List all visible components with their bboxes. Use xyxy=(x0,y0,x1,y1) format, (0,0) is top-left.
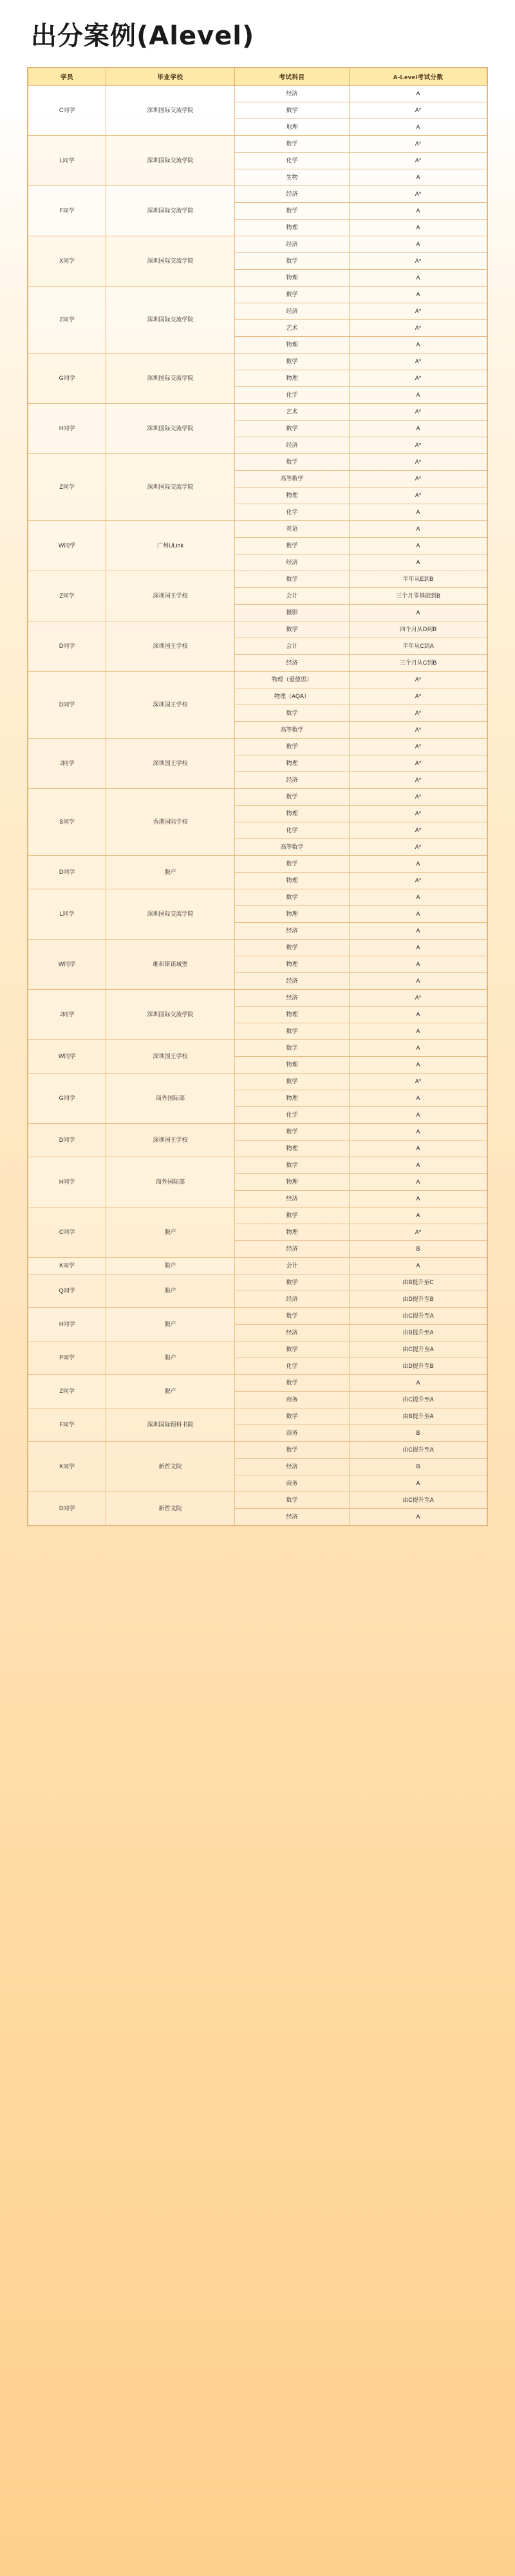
table-row xyxy=(28,287,487,303)
cell-school: 新哲文院 xyxy=(106,1442,235,1492)
cell-score: A xyxy=(350,1157,487,1174)
cell-score: A* xyxy=(350,705,487,722)
cell-score: A* xyxy=(350,437,487,454)
cell-school: 深圳国际交流学院 xyxy=(106,86,235,136)
cell-subject: 物理 xyxy=(234,488,349,504)
cell-school: 深圳国王学校 xyxy=(106,571,235,621)
cell-score: A xyxy=(350,554,487,571)
table-row xyxy=(28,404,487,421)
cell-score: A xyxy=(350,923,487,940)
cell-score: A* xyxy=(350,806,487,822)
table-row xyxy=(28,1375,487,1392)
cell-subject: 数学 xyxy=(234,1375,349,1392)
cell-student: X同学 xyxy=(28,236,106,287)
cell-subject: 数学 xyxy=(234,1492,349,1509)
cell-score: A xyxy=(350,169,487,186)
cell-subject: 经济 xyxy=(234,923,349,940)
cell-school: 深圳国王学校 xyxy=(106,739,235,789)
cell-student: K同学 xyxy=(28,1442,106,1492)
cell-score: A xyxy=(350,538,487,554)
cell-subject: 数学 xyxy=(234,739,349,755)
cell-score: 由B提升至A xyxy=(350,1408,487,1425)
cell-student: G同学 xyxy=(28,1074,106,1124)
cell-score: 由B提升至A xyxy=(350,1325,487,1341)
table-row xyxy=(28,236,487,253)
cell-score: A* xyxy=(350,153,487,169)
cell-school: 脱产 xyxy=(106,1308,235,1341)
cell-student: H同学 xyxy=(28,1308,106,1341)
table-row xyxy=(28,739,487,755)
cell-student: Z同学 xyxy=(28,571,106,621)
cell-subject: 经济 xyxy=(234,772,349,789)
cell-score: A xyxy=(350,504,487,521)
cell-subject: 生物 xyxy=(234,169,349,186)
cell-score: A* xyxy=(350,370,487,387)
cell-score: A xyxy=(350,421,487,437)
cell-subject: 经济 xyxy=(234,86,349,102)
cell-student: H同学 xyxy=(28,1157,106,1208)
results-table xyxy=(28,68,487,1526)
cell-school: 商外国际部 xyxy=(106,1074,235,1124)
cell-subject: 摄影 xyxy=(234,605,349,621)
cell-subject: 数学 xyxy=(234,1074,349,1090)
cell-score: A xyxy=(350,521,487,538)
cell-subject: 数学 xyxy=(234,940,349,956)
cell-subject: 物理 xyxy=(234,1090,349,1107)
results-table-container xyxy=(27,67,488,1526)
cell-score: 由C提升至A xyxy=(350,1308,487,1325)
cell-score: 由C提升至A xyxy=(350,1341,487,1358)
cell-subject: 会计 xyxy=(234,1258,349,1274)
cell-subject: 会计 xyxy=(234,638,349,655)
cell-score: A* xyxy=(350,404,487,421)
table-row xyxy=(28,1124,487,1141)
cell-school: 深圳国王学校 xyxy=(106,1124,235,1157)
cell-subject: 化学 xyxy=(234,153,349,169)
table-row xyxy=(28,1341,487,1358)
cell-school: 深圳国际交流学院 xyxy=(106,889,235,940)
cell-subject: 艺术 xyxy=(234,320,349,337)
cell-school: 深圳国王学校 xyxy=(106,621,235,672)
cell-score: A xyxy=(350,236,487,253)
cell-subject: 会计 xyxy=(234,588,349,605)
cell-subject: 经济 xyxy=(234,990,349,1007)
cell-score: A xyxy=(350,1124,487,1141)
cell-student: D同学 xyxy=(28,1492,106,1526)
cell-subject: 数学 xyxy=(234,1124,349,1141)
cell-student: J同学 xyxy=(28,739,106,789)
cell-subject: 数学 xyxy=(234,253,349,270)
cell-school: 商外国际部 xyxy=(106,1157,235,1208)
cell-subject: 物理（爱德思） xyxy=(234,672,349,688)
table-row xyxy=(28,1074,487,1090)
cell-subject: 数学 xyxy=(234,421,349,437)
cell-subject: 数学 xyxy=(234,1208,349,1224)
column-header-student: 学员 xyxy=(28,68,106,86)
cell-school: 新哲文院 xyxy=(106,1492,235,1526)
cell-score: A xyxy=(350,1258,487,1274)
cell-student: L同学 xyxy=(28,889,106,940)
cell-student: K同学 xyxy=(28,1258,106,1274)
cell-subject: 物理 xyxy=(234,370,349,387)
table-row xyxy=(28,571,487,588)
cell-score: B xyxy=(350,1425,487,1442)
cell-score: 由B提升至C xyxy=(350,1274,487,1291)
cell-subject: 化学 xyxy=(234,1107,349,1124)
cell-subject: 经济 xyxy=(234,1291,349,1308)
cell-subject: 物理 xyxy=(234,270,349,287)
cell-score: A* xyxy=(350,354,487,370)
cell-score: A xyxy=(350,86,487,102)
cell-score: A* xyxy=(350,1074,487,1090)
cell-student: L同学 xyxy=(28,136,106,186)
cell-school: 深圳国王学校 xyxy=(106,1040,235,1074)
cell-subject: 物理 xyxy=(234,873,349,889)
cell-subject: 物理 xyxy=(234,1057,349,1074)
cell-subject: 经济 xyxy=(234,1325,349,1341)
column-header-subject: 考试科目 xyxy=(234,68,349,86)
table-row xyxy=(28,1157,487,1174)
cell-subject: 商务 xyxy=(234,1475,349,1492)
table-row xyxy=(28,136,487,153)
cell-score: 由C提升至A xyxy=(350,1392,487,1408)
cell-subject: 数学 xyxy=(234,621,349,638)
cell-subject: 数学 xyxy=(234,1157,349,1174)
cell-subject: 数学 xyxy=(234,287,349,303)
cell-subject: 经济 xyxy=(234,437,349,454)
cell-subject: 商务 xyxy=(234,1392,349,1408)
cell-score: A* xyxy=(350,722,487,739)
table-row xyxy=(28,1308,487,1325)
cell-score: A xyxy=(350,203,487,220)
cell-score: A xyxy=(350,956,487,973)
table-row xyxy=(28,940,487,956)
cell-score: A* xyxy=(350,772,487,789)
table-row xyxy=(28,1442,487,1459)
page-title: 出分案例(Alevel) xyxy=(31,21,255,51)
table-row xyxy=(28,1208,487,1224)
cell-score: A* xyxy=(350,839,487,856)
cell-subject: 数学 xyxy=(234,889,349,906)
cell-subject: 艺术 xyxy=(234,404,349,421)
cell-school: 脱产 xyxy=(106,1375,235,1408)
cell-student: D同学 xyxy=(28,672,106,739)
cell-score: A xyxy=(350,1057,487,1074)
column-header-score: A-Level考试分数 xyxy=(350,68,487,86)
cell-subject: 物理 xyxy=(234,1174,349,1191)
cell-score: A* xyxy=(350,488,487,504)
cell-score: B xyxy=(350,1241,487,1258)
table-row xyxy=(28,86,487,102)
cell-score: A xyxy=(350,1141,487,1157)
cell-school: 深圳国际交流学院 xyxy=(106,990,235,1040)
cell-subject: 经济 xyxy=(234,1191,349,1208)
cell-subject: 物理 xyxy=(234,806,349,822)
cell-student: W同学 xyxy=(28,940,106,990)
cell-score: A xyxy=(350,1174,487,1191)
cell-subject: 物理（AQA） xyxy=(234,688,349,705)
table-row xyxy=(28,1040,487,1057)
table-row xyxy=(28,889,487,906)
cell-score: A xyxy=(350,1107,487,1124)
cell-score: A xyxy=(350,1475,487,1492)
cell-student: D同学 xyxy=(28,1124,106,1157)
cell-subject: 高等数学 xyxy=(234,722,349,739)
cell-subject: 高等数学 xyxy=(234,471,349,488)
cell-subject: 数学 xyxy=(234,1341,349,1358)
cell-subject: 物理 xyxy=(234,1007,349,1023)
cell-score: A* xyxy=(350,822,487,839)
cell-student: F同学 xyxy=(28,1408,106,1442)
table-row xyxy=(28,990,487,1007)
cell-subject: 物理 xyxy=(234,755,349,772)
cell-score: A* xyxy=(350,739,487,755)
cell-student: C同学 xyxy=(28,86,106,136)
cell-subject: 物理 xyxy=(234,906,349,923)
cell-school: 深圳国际交流学院 xyxy=(106,287,235,354)
cell-subject: 经济 xyxy=(234,236,349,253)
cell-subject: 高等数学 xyxy=(234,839,349,856)
cell-score: A* xyxy=(350,253,487,270)
cell-subject: 化学 xyxy=(234,822,349,839)
cell-score: A* xyxy=(350,320,487,337)
cell-score: 由D提升至B xyxy=(350,1291,487,1308)
cell-student: S同学 xyxy=(28,789,106,856)
cell-score: 半年从C到A xyxy=(350,638,487,655)
cell-subject: 数学 xyxy=(234,454,349,471)
cell-student: D同学 xyxy=(28,621,106,672)
cell-score: A* xyxy=(350,873,487,889)
cell-score: A xyxy=(350,1191,487,1208)
cell-school: 深圳国际交流学院 xyxy=(106,354,235,404)
cell-student: Z同学 xyxy=(28,1375,106,1408)
cell-school: 香港国际学校 xyxy=(106,789,235,856)
cell-school: 深圳国际交流学院 xyxy=(106,186,235,236)
cell-subject: 数学 xyxy=(234,1308,349,1325)
cell-score: A xyxy=(350,605,487,621)
cell-subject: 物理 xyxy=(234,1141,349,1157)
cell-subject: 经济 xyxy=(234,1509,349,1526)
cell-score: A* xyxy=(350,990,487,1007)
cell-score: A* xyxy=(350,454,487,471)
cell-student: Z同学 xyxy=(28,454,106,521)
cell-school: 脱产 xyxy=(106,1341,235,1375)
cell-school: 脱产 xyxy=(106,856,235,889)
table-row xyxy=(28,1492,487,1509)
cell-score: A xyxy=(350,906,487,923)
cell-school: 维和斯诺域堡 xyxy=(106,940,235,990)
cell-score: A* xyxy=(350,136,487,153)
cell-subject: 化学 xyxy=(234,387,349,404)
cell-subject: 经济 xyxy=(234,1241,349,1258)
cell-subject: 数学 xyxy=(234,705,349,722)
cell-subject: 数学 xyxy=(234,1040,349,1057)
cell-score: A xyxy=(350,1509,487,1526)
cell-subject: 物理 xyxy=(234,956,349,973)
cell-score: 半年从E到B xyxy=(350,571,487,588)
cell-student: P同学 xyxy=(28,1341,106,1375)
cell-school: 深圳国际交流学院 xyxy=(106,136,235,186)
table-header xyxy=(28,68,487,86)
cell-subject: 数学 xyxy=(234,571,349,588)
cell-score: A xyxy=(350,270,487,287)
table-row xyxy=(28,789,487,806)
cell-score: A* xyxy=(350,303,487,320)
table-row xyxy=(28,521,487,538)
cell-subject: 数学 xyxy=(234,856,349,873)
cell-score: A xyxy=(350,973,487,990)
cell-subject: 地理 xyxy=(234,119,349,136)
cell-student: D同学 xyxy=(28,856,106,889)
cell-subject: 数学 xyxy=(234,1442,349,1459)
table-body xyxy=(28,86,487,1526)
cell-score: A xyxy=(350,337,487,354)
cell-score: A xyxy=(350,119,487,136)
page-header xyxy=(0,0,515,67)
cell-school: 深圳国际预科书院 xyxy=(106,1408,235,1442)
cell-score: A xyxy=(350,889,487,906)
cell-subject: 数学 xyxy=(234,102,349,119)
table-row xyxy=(28,1408,487,1425)
cell-subject: 数学 xyxy=(234,136,349,153)
cell-subject: 数学 xyxy=(234,1023,349,1040)
cell-student: H同学 xyxy=(28,404,106,454)
cell-subject: 数学 xyxy=(234,1408,349,1425)
cell-school: 深圳国王学校 xyxy=(106,672,235,739)
cell-student: Z同学 xyxy=(28,287,106,354)
cell-subject: 数学 xyxy=(234,538,349,554)
cell-subject: 经济 xyxy=(234,655,349,672)
cell-score: A* xyxy=(350,186,487,203)
cell-score: B xyxy=(350,1459,487,1475)
cell-subject: 物理 xyxy=(234,1224,349,1241)
cell-score: A xyxy=(350,387,487,404)
table-row xyxy=(28,1258,487,1274)
cell-score: A xyxy=(350,287,487,303)
cell-subject: 物理 xyxy=(234,337,349,354)
cell-student: F同学 xyxy=(28,186,106,236)
cell-score: A* xyxy=(350,789,487,806)
cell-school: 深圳国际交流学院 xyxy=(106,454,235,521)
cell-score: A xyxy=(350,1375,487,1392)
table-row xyxy=(28,672,487,688)
cell-subject: 商务 xyxy=(234,1425,349,1442)
cell-subject: 化学 xyxy=(234,504,349,521)
table-header-row xyxy=(28,68,487,86)
cell-score: 三个月零基础到B xyxy=(350,588,487,605)
cell-score: 四个月从D到B xyxy=(350,621,487,638)
cell-student: J同学 xyxy=(28,990,106,1040)
cell-school: 脱产 xyxy=(106,1208,235,1258)
cell-score: A xyxy=(350,1040,487,1057)
table-row xyxy=(28,856,487,873)
table-row xyxy=(28,621,487,638)
cell-score: A xyxy=(350,1007,487,1023)
cell-subject: 经济 xyxy=(234,973,349,990)
cell-school: 深圳国际交流学院 xyxy=(106,236,235,287)
cell-subject: 化学 xyxy=(234,1358,349,1375)
cell-student: W同学 xyxy=(28,1040,106,1074)
cell-subject: 数学 xyxy=(234,789,349,806)
cell-subject: 数学 xyxy=(234,203,349,220)
cell-score: A* xyxy=(350,1224,487,1241)
cell-subject: 经济 xyxy=(234,303,349,320)
table-row xyxy=(28,354,487,370)
cell-student: W同学 xyxy=(28,521,106,571)
cell-score: 由C提升至A xyxy=(350,1492,487,1509)
cell-subject: 数学 xyxy=(234,1274,349,1291)
cell-score: A xyxy=(350,856,487,873)
cell-student: Q同学 xyxy=(28,1274,106,1308)
table-row xyxy=(28,454,487,471)
cell-school: 脱产 xyxy=(106,1274,235,1308)
cell-school: 深圳国际交流学院 xyxy=(106,404,235,454)
cell-subject: 经济 xyxy=(234,186,349,203)
cell-score: A xyxy=(350,940,487,956)
cell-score: A* xyxy=(350,471,487,488)
cell-subject: 物理 xyxy=(234,220,349,236)
cell-subject: 经济 xyxy=(234,1459,349,1475)
cell-score: 三个月从C到B xyxy=(350,655,487,672)
cell-score: A xyxy=(350,1023,487,1040)
cell-score: A xyxy=(350,220,487,236)
column-header-school: 毕业学校 xyxy=(106,68,235,86)
cell-score: A* xyxy=(350,102,487,119)
cell-score: 由C提升至A xyxy=(350,1442,487,1459)
cell-score: 由D提升至B xyxy=(350,1358,487,1375)
cell-school: 脱产 xyxy=(106,1258,235,1274)
cell-subject: 英语 xyxy=(234,521,349,538)
cell-student: G同学 xyxy=(28,354,106,404)
cell-score: A* xyxy=(350,688,487,705)
cell-score: A* xyxy=(350,755,487,772)
cell-subject: 数学 xyxy=(234,354,349,370)
table-row xyxy=(28,1274,487,1291)
cell-score: A* xyxy=(350,672,487,688)
cell-subject: 经济 xyxy=(234,554,349,571)
cell-score: A xyxy=(350,1090,487,1107)
cell-score: A xyxy=(350,1208,487,1224)
cell-school: 广州ULink xyxy=(106,521,235,571)
cell-student: C同学 xyxy=(28,1208,106,1258)
table-row xyxy=(28,186,487,203)
